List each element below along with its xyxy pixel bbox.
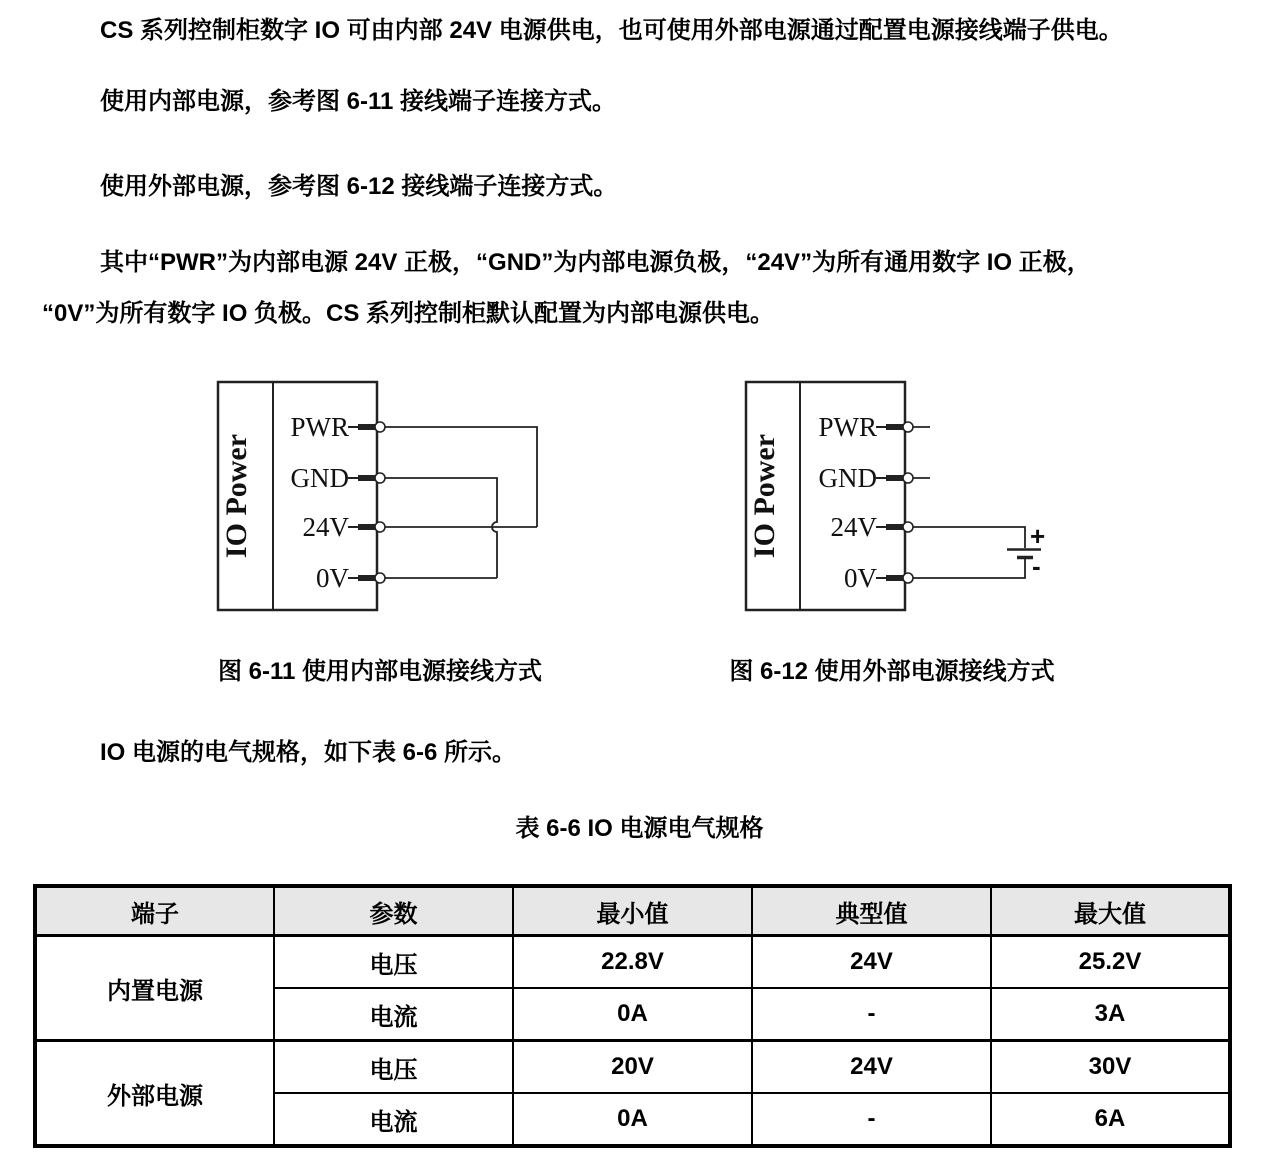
terminal-label-gnd: GND (290, 463, 349, 493)
cell-typical: 24V (752, 1041, 991, 1094)
cell-param: 电压 (274, 936, 513, 989)
battery-minus-sign: - (1032, 551, 1041, 581)
terminal-label-gnd: GND (818, 463, 877, 493)
header-terminal: 端子 (35, 886, 274, 936)
cell-min: 0A (513, 988, 752, 1041)
paragraph-terminals-line2: “0V”为所有数字 IO 负极。CS 系列控制柜默认配置为内部电源供电。 (42, 300, 775, 327)
wire-24v-to-battery (913, 527, 1025, 548)
cell-typical: - (752, 1093, 991, 1146)
table-title: 表 6-6 IO 电源电气规格 (515, 815, 764, 842)
cell-min: 20V (513, 1041, 752, 1094)
terminal-label-24v: 24V (302, 512, 349, 542)
figure-internal-power-diagram (200, 375, 560, 615)
paragraph-internal-ref: 使用内部电源，参考图 6-11 接线端子连接方式。 (100, 88, 617, 115)
terminal-circle-pwr (375, 422, 385, 432)
terminal-circle-pwr (903, 422, 913, 432)
cell-max: 3A (991, 988, 1230, 1041)
terminal-circle-0v (903, 573, 913, 583)
io-power-label: IO Power (748, 433, 781, 559)
cell-min: 22.8V (513, 936, 752, 989)
figure-caption-6-11: 图 6-11 使用内部电源接线方式 (217, 658, 543, 685)
header-typical: 典型值 (752, 886, 991, 936)
wire-pwr-to-24v (385, 427, 537, 527)
cell-max: 25.2V (991, 936, 1230, 989)
table-header-row (35, 886, 1230, 936)
terminal-circle-gnd (903, 473, 913, 483)
cell-min: 0A (513, 1093, 752, 1146)
terminal-label-pwr: PWR (818, 412, 877, 442)
table-row (35, 1041, 1230, 1094)
cell-param: 电流 (274, 1093, 513, 1146)
terminal-pins (876, 422, 913, 583)
header-min: 最小值 (513, 886, 752, 936)
figure-caption-6-12: 图 6-12 使用外部电源接线方式 (729, 658, 1055, 685)
terminal-circle-0v (375, 573, 385, 583)
wire-gnd-to-0v (385, 478, 497, 578)
io-power-spec-table (33, 884, 1232, 1148)
terminal-label-0v: 0V (316, 563, 349, 593)
cell-param: 电压 (274, 1041, 513, 1094)
figure-external-power-diagram (730, 375, 1060, 615)
io-power-label: IO Power (220, 433, 253, 559)
wire-battery-to-0v (913, 559, 1025, 578)
header-parameter: 参数 (274, 886, 513, 936)
wiring (385, 427, 537, 578)
paragraph-terminals-line1: 其中“PWR”为内部电源 24V 正极，“GND”为内部电源负极，“24V”为所有通用数字 IO 正极， (100, 249, 1091, 276)
cell-terminal-internal: 内置电源 (35, 936, 274, 1041)
cell-param: 电流 (274, 988, 513, 1041)
wiring (913, 427, 1025, 578)
cell-max: 30V (991, 1041, 1230, 1094)
cell-max: 6A (991, 1093, 1230, 1146)
cell-typical: - (752, 988, 991, 1041)
terminal-label-24v: 24V (830, 512, 877, 542)
terminal-circle-24v (375, 522, 385, 532)
header-max: 最大值 (991, 886, 1230, 936)
cell-terminal-external: 外部电源 (35, 1041, 274, 1147)
cell-typical: 24V (752, 936, 991, 989)
paragraph-external-ref: 使用外部电源，参考图 6-12 接线端子连接方式。 (100, 173, 618, 200)
table-row (35, 936, 1230, 989)
terminal-circle-24v (903, 522, 913, 532)
terminal-label-0v: 0V (844, 563, 877, 593)
terminal-label-pwr: PWR (290, 412, 349, 442)
terminal-pins (348, 422, 385, 583)
battery-plus-sign: + (1030, 521, 1046, 551)
paragraph-intro: CS 系列控制柜数字 IO 可由内部 24V 电源供电，也可使用外部电源通过配置电源接线端子供电。 (100, 17, 1123, 44)
terminal-circle-gnd (375, 473, 385, 483)
paragraph-table-ref: IO 电源的电气规格，如下表 6-6 所示。 (100, 739, 517, 766)
